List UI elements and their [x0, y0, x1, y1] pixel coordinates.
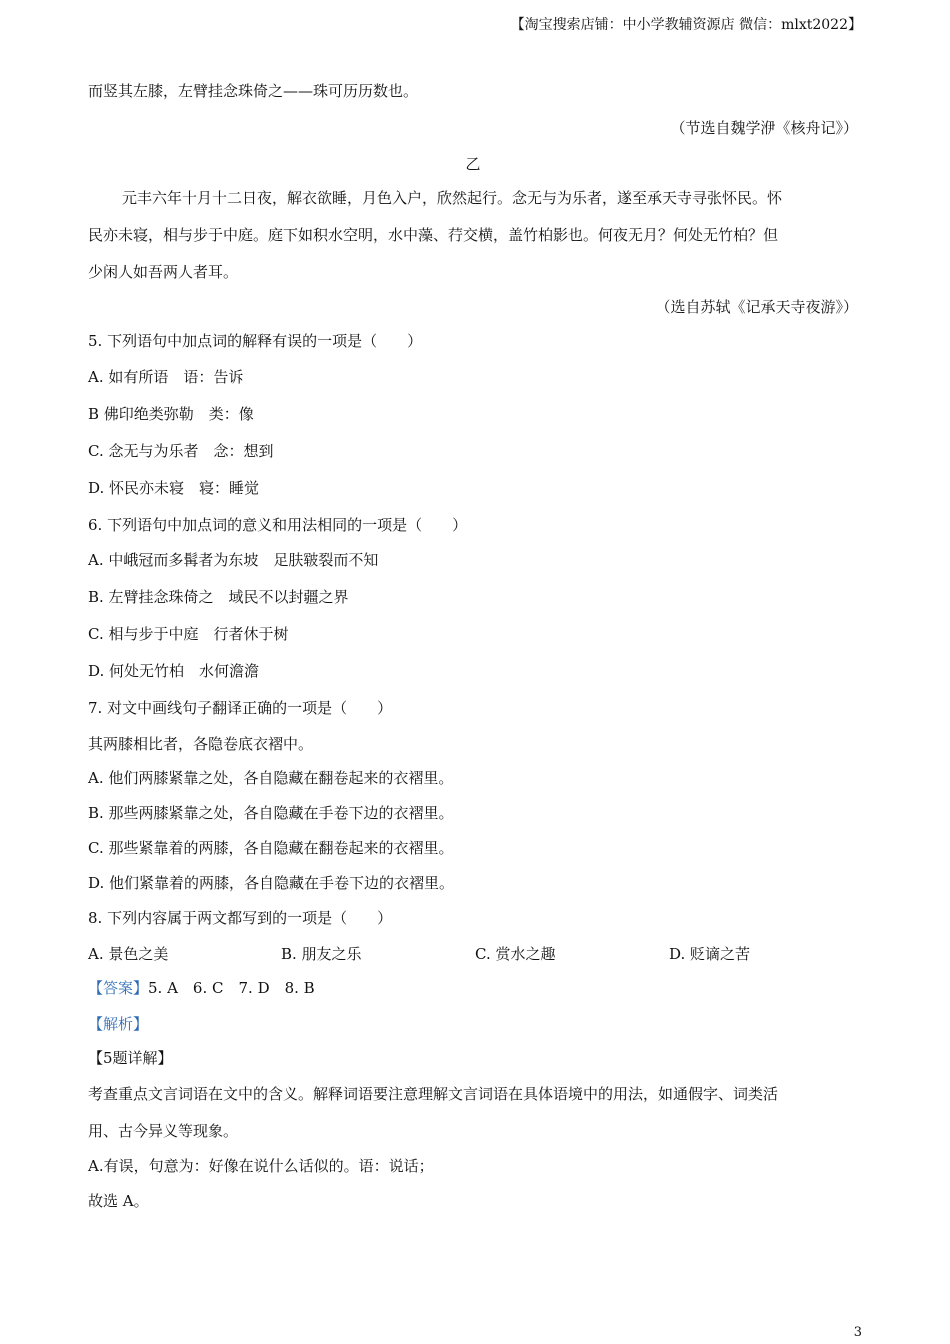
- question-8-option-d: D. 贬谪之苦: [669, 945, 751, 963]
- question-6-option-b: B. 左臂挂念珠倚之 域民不以封疆之界: [88, 588, 349, 606]
- passage-a-source: （节选自魏学洢《核舟记》）: [670, 119, 858, 137]
- page-number: 3: [853, 1325, 862, 1340]
- question-5-option-b: B 佛印绝类弥勒 类：像: [88, 405, 254, 423]
- question-6-option-a: A. 中峨冠而多髯者为东坡 足肤皲裂而不知: [88, 551, 379, 569]
- question-7-option-b: B. 那些两膝紧靠之处，各自隐藏在手卷下边的衣褶里。: [88, 804, 454, 822]
- analysis-line: A.有误，句意为：好像在说什么话似的。语：说话；: [88, 1157, 434, 1175]
- question-7-option-d: D. 他们紧靠着的两膝，各自隐藏在手卷下边的衣褶里。: [88, 874, 455, 892]
- analysis-conclusion: 故选 A。: [88, 1192, 149, 1210]
- question-8-option-b: B. 朋友之乐: [281, 945, 362, 963]
- question-7-stem: 7. 对文中画线句子翻译正确的一项是（ ）: [88, 699, 393, 717]
- question-5-detail-title: 【5题详解】: [88, 1049, 173, 1067]
- question-8-option-a: A. 景色之美: [88, 945, 169, 963]
- question-8-option-c: C. 赏水之趣: [475, 945, 556, 963]
- analysis-label: 【解析】: [88, 1015, 149, 1033]
- question-5-option-c: C. 念无与为乐者 念：想到: [88, 442, 274, 460]
- question-5-stem: 5. 下列语句中加点词的解释有误的一项是（ ）: [88, 332, 423, 350]
- question-6-stem: 6. 下列语句中加点词的意义和用法相同的一项是（ ）: [88, 516, 468, 534]
- question-7-sentence: 其两膝相比者，各隐卷底衣褶中。: [88, 735, 314, 753]
- question-6-option-d: D. 何处无竹柏 水何澹澹: [88, 662, 260, 680]
- question-5-option-d: D. 怀民亦未寝 寝：睡觉: [88, 479, 260, 497]
- passage-a-last-line: 而竖其左膝，左臂挂念珠倚之——珠可历历数也。: [88, 82, 419, 100]
- page-header: 【淘宝搜索店铺：中小学教辅资源店 微信：mlxt2022】: [510, 17, 862, 33]
- question-7-option-c: C. 那些紧靠着的两膝，各自隐藏在翻卷起来的衣褶里。: [88, 839, 454, 857]
- passage-b-line: 元丰六年十月十二日夜，解衣欲睡，月色入户，欣然起行。念无与为乐者，遂至承天寺寻张怀民。怀: [122, 189, 783, 207]
- question-6-option-c: C. 相与步于中庭 行者休于树: [88, 625, 289, 643]
- answer-line: [88, 977, 858, 999]
- analysis-line: 用、古今异义等现象。: [88, 1122, 239, 1140]
- passage-b-source: （选自苏轼《记承天寺夜游》）: [655, 298, 858, 316]
- question-8-stem: 8. 下列内容属于两文都写到的一项是（ ）: [88, 909, 393, 927]
- answer-text: 5. A 6. C 7. D 8. B: [148, 979, 315, 997]
- passage-b-title: 乙: [465, 155, 481, 173]
- analysis-line: 考查重点文言词语在文中的含义。解释词语要注意理解文言词语在具体语境中的用法，如通假字、词类活: [88, 1085, 779, 1103]
- answer-label: 【答案】: [88, 979, 149, 997]
- passage-b-line: 少闲人如吾两人者耳。: [88, 263, 239, 281]
- question-5-option-a: A. 如有所语 语：告诉: [88, 368, 244, 386]
- passage-b-line: 民亦未寝，相与步于中庭。庭下如积水空明，水中藻、荇交横，盖竹柏影也。何夜无月？何处无竹柏？但: [88, 226, 779, 244]
- question-7-option-a: A. 他们两膝紧靠之处，各自隐藏在翻卷起来的衣褶里。: [88, 769, 454, 787]
